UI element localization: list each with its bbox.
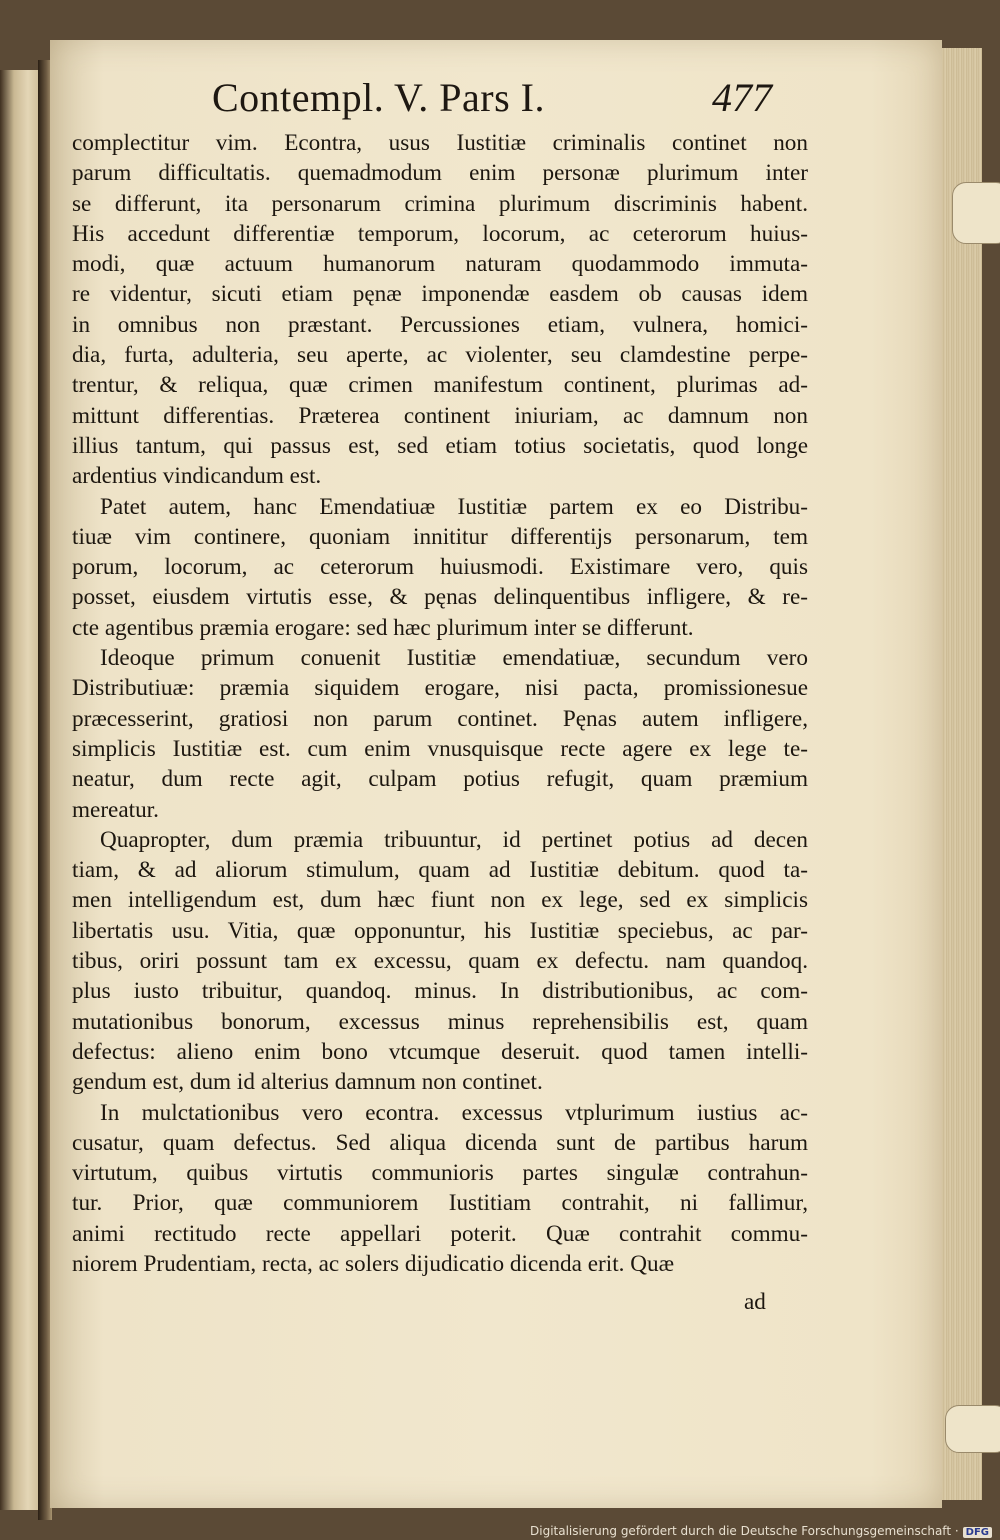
- page-fore-edge: [942, 48, 982, 1500]
- text-line: cusatur, quam defectus. Sed aliqua dicenda sunt de partibus harum: [72, 1129, 808, 1156]
- text-line: His accedunt differentiæ temporum, locorum, ac ceterorum huius-: [72, 220, 808, 247]
- page-header: [212, 74, 812, 124]
- text-line: defectus: alieno enim bono vtcumque deseruit. quod tamen intelli-: [72, 1038, 808, 1065]
- text-line: niorem Prudentiam, recta, ac solers dijudicatio dicenda erit. Quæ: [72, 1250, 675, 1277]
- text-line: cte agentibus præmia erogare: sed hæc plurimum inter se differunt.: [72, 614, 694, 641]
- text-line: parum difficultatis. quemadmodum enim personæ plurimum inter: [72, 160, 808, 187]
- text-line: animi rectitudo recte appellari poterit. Quæ contrahit commu-: [72, 1220, 808, 1247]
- text-line: men intelligendum est, dum hæc fiunt non ex lege, sed ex simplicis: [72, 887, 808, 914]
- paragraph: [72, 1098, 808, 1280]
- text-line: mutationibus bonorum, excessus minus reprehensibilis est, quam: [72, 1008, 808, 1035]
- text-line: gendum est, dum id alterius damnum non continet.: [72, 1069, 543, 1096]
- dfg-logo: DFG: [963, 1527, 992, 1538]
- text-line: illius tantum, qui passus est, sed etiam totius societatis, quod longe: [72, 432, 808, 459]
- text-line: trentur, & reliqua, quæ crimen manifestum continent, plurimas ad-: [72, 372, 808, 399]
- text-line: dia, furta, adulteria, seu aperte, ac violenter, seu clamdestine perpe-: [72, 342, 808, 369]
- text-line: porum, locorum, ac ceterorum huiusmodi. Existimare vero, quis: [72, 554, 808, 581]
- paragraph: [72, 492, 808, 643]
- text-line: tur. Prior, quæ communiorem Iustitiam contrahit, ni fallimur,: [72, 1190, 808, 1217]
- text-line: In mulctationibus vero econtra. excessus vtplurimum iustius ac-: [100, 1099, 808, 1126]
- running-head: Contempl. V. Pars I.: [212, 75, 545, 120]
- text-line: præcesserint, gratiosi non parum continet. Pęnas autem infligere,: [72, 705, 808, 732]
- text-line: virtutum, quibus virtutis communioris partes singulæ contrahun-: [72, 1160, 808, 1187]
- text-line: tiam, & ad aliorum stimulum, quam ad Iustitiæ debitum. quod ta-: [72, 857, 808, 884]
- text-line: libertatis usu. Vitia, quæ opponuntur, his Iustitiæ speciebus, ac par-: [72, 917, 808, 944]
- text-line: Patet autem, hanc Emendatiuæ Iustitiæ partem ex eo Distribu-: [100, 493, 808, 520]
- text-line: posset, eiusdem virtutis esse, & pęnas delinquentibus infligere, & re-: [72, 584, 808, 611]
- text-line: Ideoque primum conuenit Iustitiæ emendatiuæ, secundum vero: [100, 645, 808, 672]
- text-line: tibus, oriri possunt tam ex excessu, quam ex defectu. nam quandoq.: [72, 948, 808, 975]
- paragraph: [72, 643, 808, 825]
- paragraph: [72, 825, 808, 1098]
- text-line: re videntur, sicuti etiam pęnæ imponendæ easdem ob causas idem: [72, 281, 808, 308]
- text-line: plus iusto tribuitur, quandoq. minus. In distributionibus, ac com-: [72, 978, 808, 1005]
- index-tab: [945, 1405, 1000, 1453]
- body-text: [72, 128, 808, 1279]
- text-line: complectitur vim. Econtra, usus Iustitiæ criminalis continet non: [72, 130, 808, 156]
- text-line: neatur, dum recte agit, culpam potius refugit, quam præmium: [72, 766, 808, 793]
- adjacent-page-edge: [0, 70, 40, 1510]
- text-line: mereatur.: [72, 796, 159, 823]
- text-line: mittunt differentias. Præterea continent iniuriam, ac damnum non: [72, 402, 808, 429]
- text-line: in omnibus non præstant. Percussiones etiam, vulnera, homici-: [72, 311, 808, 338]
- credit-text: Digitalisierung gefördert durch die Deutsche Forschungsgemeinschaft ·: [530, 1524, 959, 1538]
- text-line: tiuæ vim continere, quoniam innititur differentijs personarum, tem: [72, 523, 808, 550]
- digitization-credit: [530, 1524, 992, 1538]
- index-tab: [952, 182, 1000, 244]
- text-line: simplicis Iustitiæ est. cum enim vnusquisque recte agere ex lege te-: [72, 735, 808, 762]
- text-line: Distributiuæ: præmia siquidem erogare, nisi pacta, promissionesue: [72, 675, 808, 702]
- text-line: Quapropter, dum præmia tribuuntur, id pertinet potius ad decen: [100, 826, 808, 853]
- page-number: 477: [712, 75, 772, 120]
- text-line: se differunt, ita personarum crimina plurimum discriminis habent.: [72, 190, 808, 217]
- text-line: modi, quæ actuum humanorum naturam quodammodo immuta-: [72, 251, 808, 278]
- text-line: ardentius vindicandum est.: [72, 463, 322, 490]
- catchword: ad: [744, 1289, 766, 1315]
- paragraph: [72, 128, 808, 492]
